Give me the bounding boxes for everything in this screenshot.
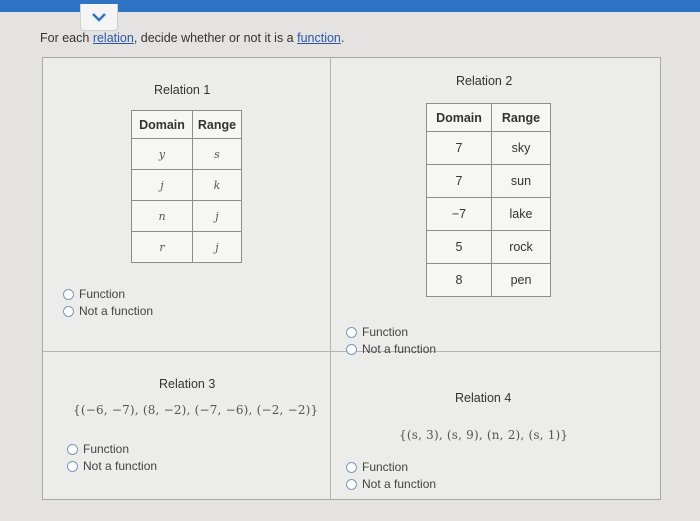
table-row	[132, 170, 242, 201]
radio-button-icon[interactable]	[63, 306, 74, 317]
range-cell: j	[193, 201, 242, 232]
relation2-title: Relation 2	[456, 74, 513, 88]
option-label: Not a function	[362, 342, 437, 356]
radio-button-icon[interactable]	[346, 344, 357, 355]
table-row	[427, 198, 551, 231]
domain-header: Domain	[427, 104, 492, 132]
radio-button-icon[interactable]	[63, 289, 74, 300]
radio-button-icon[interactable]	[67, 461, 78, 472]
relation2-table	[426, 103, 551, 297]
relation3-function-option[interactable]	[67, 441, 157, 458]
domain-cell: r	[132, 232, 193, 263]
radio-button-icon[interactable]	[346, 327, 357, 338]
domain-cell: 7	[427, 165, 492, 198]
relation1-function-option[interactable]	[63, 286, 153, 303]
table-row	[132, 201, 242, 232]
range-cell: j	[193, 232, 242, 263]
relation3-title: Relation 3	[159, 377, 216, 391]
instruction-middle: , decide whether or not it is a	[133, 31, 298, 45]
relation4-title: Relation 4	[455, 391, 512, 405]
table-row	[132, 139, 242, 170]
radio-button-icon[interactable]	[346, 462, 357, 473]
domain-header: Domain	[132, 111, 193, 139]
relation1-not-function-option[interactable]	[63, 303, 153, 320]
range-cell: rock	[492, 231, 551, 264]
function-link[interactable]: function	[297, 31, 341, 45]
range-cell: sky	[492, 132, 551, 165]
range-cell: lake	[492, 198, 551, 231]
range-cell: pen	[492, 264, 551, 297]
range-cell: s	[193, 139, 242, 170]
relation1-table	[131, 110, 242, 263]
domain-cell: n	[132, 201, 193, 232]
domain-cell: 7	[427, 132, 492, 165]
chevron-down-icon	[92, 13, 106, 22]
relation3-not-function-option[interactable]	[67, 458, 157, 475]
relation3-options	[67, 441, 157, 475]
domain-cell: 8	[427, 264, 492, 297]
relation2-options	[346, 324, 436, 358]
collapse-toggle[interactable]	[80, 4, 118, 31]
table-row	[427, 165, 551, 198]
instruction-suffix: .	[340, 31, 345, 45]
option-label: Not a function	[83, 459, 158, 473]
range-cell: k	[193, 170, 242, 201]
option-label: Not a function	[79, 304, 154, 318]
table-row	[427, 132, 551, 165]
domain-cell: y	[132, 139, 193, 170]
range-header: Range	[492, 104, 551, 132]
relation-link[interactable]: relation	[92, 31, 134, 45]
option-label: Function	[362, 460, 409, 474]
table-header-row	[132, 111, 242, 139]
relation4-function-option[interactable]	[346, 459, 436, 476]
relation1-title: Relation 1	[154, 83, 211, 97]
relations-grid	[42, 57, 661, 500]
range-header: Range	[193, 111, 242, 139]
option-label: Function	[83, 442, 130, 456]
domain-cell: 5	[427, 231, 492, 264]
relation1-options	[63, 286, 153, 320]
instruction-text	[40, 31, 344, 45]
radio-button-icon[interactable]	[67, 444, 78, 455]
relation4-options	[346, 459, 436, 493]
table-header-row	[427, 104, 551, 132]
table-row	[132, 232, 242, 263]
relation2-not-function-option[interactable]	[346, 341, 436, 358]
grid-divider-vertical	[330, 58, 331, 499]
radio-button-icon[interactable]	[346, 479, 357, 490]
range-cell: sun	[492, 165, 551, 198]
domain-cell: −7	[427, 198, 492, 231]
option-label: Function	[79, 287, 126, 301]
option-label: Not a function	[362, 477, 437, 491]
domain-cell: j	[132, 170, 193, 201]
relation4-set: {(s, 3), (s, 9), (n, 2), (s, 1)}	[399, 428, 569, 442]
option-label: Function	[362, 325, 409, 339]
relation3-set: {(−6, −7), (8, −2), (−7, −6), (−2, −2)}	[73, 403, 319, 417]
table-row	[427, 264, 551, 297]
table-row	[427, 231, 551, 264]
instruction-prefix: For each	[40, 31, 93, 45]
relation2-function-option[interactable]	[346, 324, 436, 341]
relation4-not-function-option[interactable]	[346, 476, 436, 493]
